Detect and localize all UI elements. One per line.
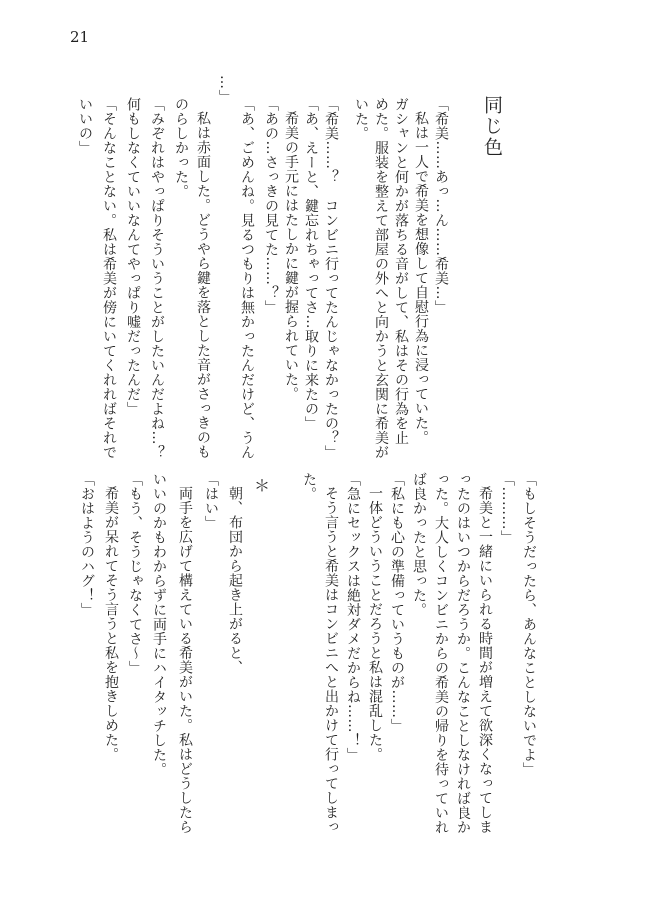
text-column: 「おはようのハグ！」 [79,472,95,617]
text-column: …」 [217,75,233,104]
text-column: 「あの…さっきの見てた……？」 [263,97,279,315]
text-column: 朝、布団から起き上がると、 [227,486,243,675]
text-column: めた。服装を整えて部屋の外へと向かうと玄関に希美が [373,97,389,460]
text-column: 何もしなくていいなんてやっぱり嘘だったんだ」 [125,97,141,416]
text-column: 両手を広げて構えている希美がいた。私はどうしたら [177,486,193,834]
text-column: いいの」 [77,97,93,155]
page-number: 21 [70,28,90,46]
text-column: 「みぞれはやっぱりそういうことがしたいんだよね…？ [149,97,165,460]
text-column: 「もしそうだったら、あんなことしないでよ」 [521,472,537,777]
text-column: 「急にセックスは絶対ダメだからね……！」 [345,472,361,762]
text-column: 「はい」 [203,472,219,530]
chapter-title: 同じ色 [481,95,503,158]
text-column: いた。 [353,97,369,141]
text-column: 「もう、そうじゃなくてさ～」 [127,472,143,675]
text-column: ガシャンと何かが落ちる音がして、私はその行為を止 [393,97,409,445]
text-column: ば良かったと思った。 [411,472,427,617]
text-column: 「あ、えーと、鍵忘れちゃってさ…取りに来たの」 [303,97,319,431]
text-column: 一体どういうことだろうと私は混乱した。 [367,486,383,762]
text-column: 私は赤面した。どうやら鍵を落とした音がさっきのも [195,111,211,459]
text-column: 私は一人で希美を想像して自慰行為に浸っていた。 [413,111,429,445]
text-column: 「あ、ごめんね。見るつもりは無かったんだけど、うん [239,97,255,460]
text-column: そう言うと希美はコンビニへと出かけて行ってしまっ [323,486,339,834]
text-column: のらしかった。 [173,97,189,199]
text-column: た。 [301,472,317,501]
text-column: 希美の手元にはたしかに鍵が握られていた。 [283,111,299,401]
text-column: 希美と一緒にいられる時間が増えて欲深くなってしま [477,486,493,834]
text-column: 「………」 [499,472,515,545]
text-column: 「私にも心の準備っていうものが……」 [389,472,405,733]
text-column: 「希美……あっ…ん……希美…」 [433,97,449,315]
text-column: った。大人しくコンビニからの希美の帰りを待っていれ [433,472,449,835]
text-column: 希美が呆れてそう言うと私を抱きしめた。 [103,486,119,762]
text-column: いいのかもわからずに両手にハイタッチした。 [151,472,167,777]
text-column: ったのはいつからだろうか。こんなことしなければ良か [455,472,471,835]
text-column: 「希美……？ コンビニ行ってたんじゃなかったの？」 [323,97,339,460]
scene-break-asterisk: ＊ [254,476,271,495]
text-column: 「そんなことない。私は希美が傍にいてくれればそれで [101,97,117,460]
